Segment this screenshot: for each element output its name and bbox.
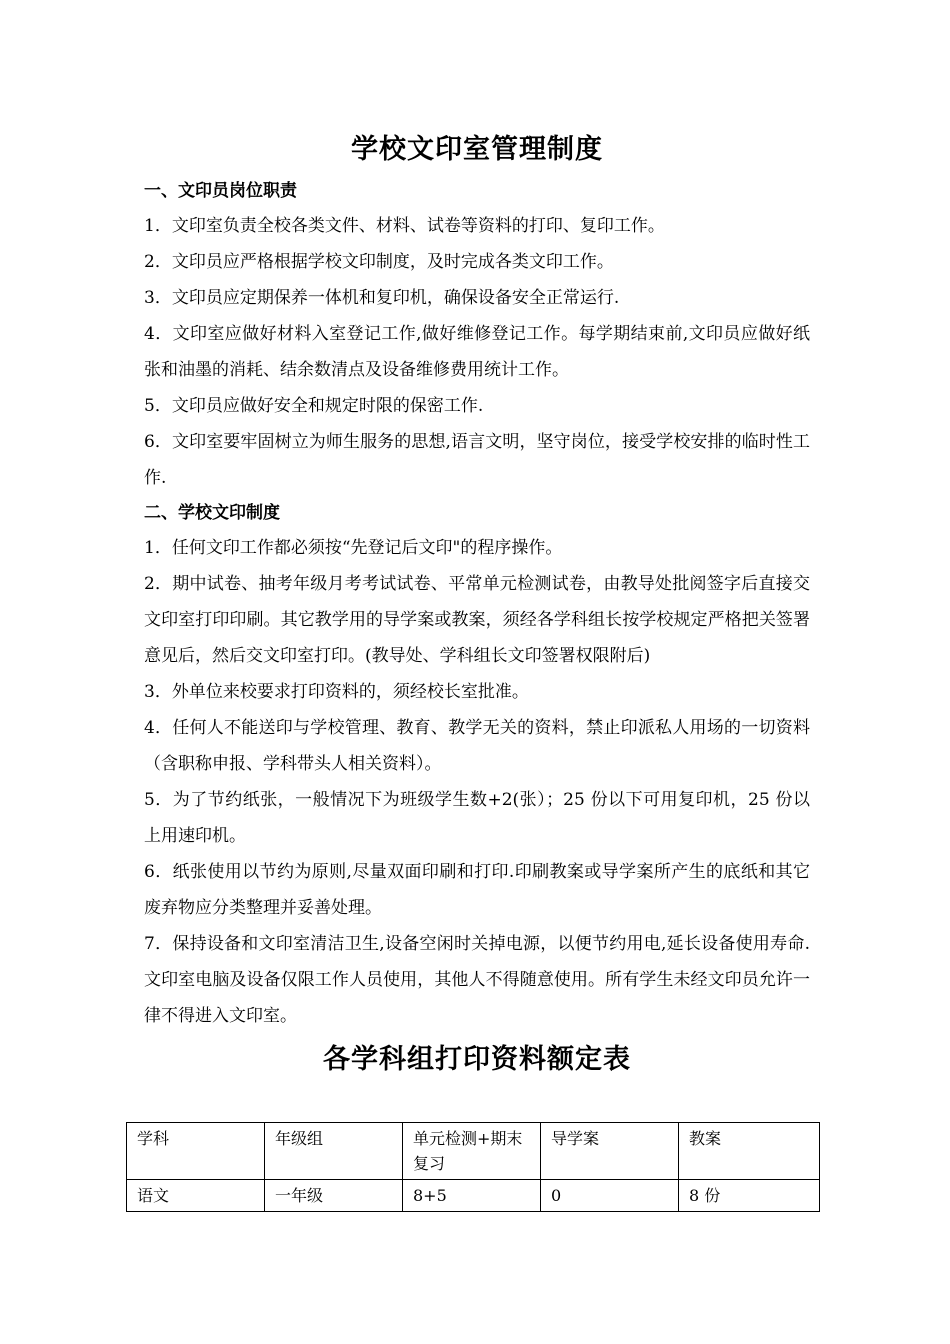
table-cell: 0	[541, 1180, 679, 1212]
section-heading-duties: 一、文印员岗位职责	[144, 181, 297, 201]
rule-paragraph: 5．为了节约纸张，一般情况下为班级学生数+2(张）；25 份以下可用复印机，25 份以上用速印机。	[144, 790, 810, 846]
section-heading-rules: 二、学校文印制度	[144, 503, 280, 523]
table-header-cell: 年级组	[265, 1123, 403, 1180]
table-header-cell: 单元检测+期末复习	[403, 1123, 541, 1180]
table-cell: 语文	[127, 1180, 265, 1212]
quota-table-title: 各学科组打印资料额定表	[323, 1044, 631, 1075]
table-cell: 一年级	[265, 1180, 403, 1212]
rule-paragraph: 4．任何人不能送印与学校管理、教育、教学无关的资料，禁止印派私人用场的一切资料（含职称申报、学科带头人相关资料）。	[144, 718, 810, 774]
table-cell: 8+5	[403, 1180, 541, 1212]
duty-paragraph: 1．文印室负责全校各类文件、材料、试卷等资料的打印、复印工作。	[144, 216, 665, 236]
table-header-row	[127, 1123, 820, 1180]
table-header-cell: 导学案	[541, 1123, 679, 1180]
duty-paragraph: 2．文印员应严格根据学校文印制度，及时完成各类文印工作。	[144, 252, 614, 272]
document-title: 学校文印室管理制度	[351, 134, 603, 165]
rule-paragraph: 3．外单位来校要求打印资料的，须经校长室批准。	[144, 682, 529, 702]
table-header-cell: 教案	[679, 1123, 820, 1180]
rule-paragraph: 7．保持设备和文印室清洁卫生,设备空闲时关掉电源，以便节约用电,延长设备使用寿命.文印室电脑及设备仅限工作人员使用，其他人不得随意使用。所有学生未经文印员允许一律不得进入文印室。	[144, 934, 810, 1026]
quota-table	[126, 1122, 820, 1212]
duty-paragraph: 5．文印员应做好安全和规定时限的保密工作.	[144, 396, 484, 416]
table-row	[127, 1180, 820, 1212]
document-body	[144, 128, 810, 1080]
rule-paragraph: 6．纸张使用以节约为原则,尽量双面印刷和打印.印刷教案或导学案所产生的底纸和其它废弃物应分类整理并妥善处理。	[144, 862, 810, 918]
duty-paragraph: 3．文印员应定期保养一体机和复印机，确保设备安全正常运行.	[144, 288, 620, 308]
rule-paragraph: 2．期中试卷、抽考年级月考考试试卷、平常单元检测试卷，由教导处批阅签字后直接交文印室打印印刷。其它教学用的导学案或教案，须经各学科组长按学校规定严格把关签署意见后，然后交文印室打印。(教导处、学科组长文印签署权限附后)	[144, 574, 810, 666]
table-cell: 8 份	[679, 1180, 820, 1212]
rule-paragraph: 1．任何文印工作都必须按“先登记后文印"的程序操作。	[144, 538, 563, 558]
duty-paragraph: 4．文印室应做好材料入室登记工作,做好维修登记工作。每学期结束前,文印员应做好纸张和油墨的消耗、结余数清点及设备维修费用统计工作。	[144, 324, 810, 380]
duty-paragraph: 6．文印室要牢固树立为师生服务的思想,语言文明，坚守岗位，接受学校安排的临时性工作.	[144, 432, 810, 488]
table-header-cell: 学科	[127, 1123, 265, 1180]
